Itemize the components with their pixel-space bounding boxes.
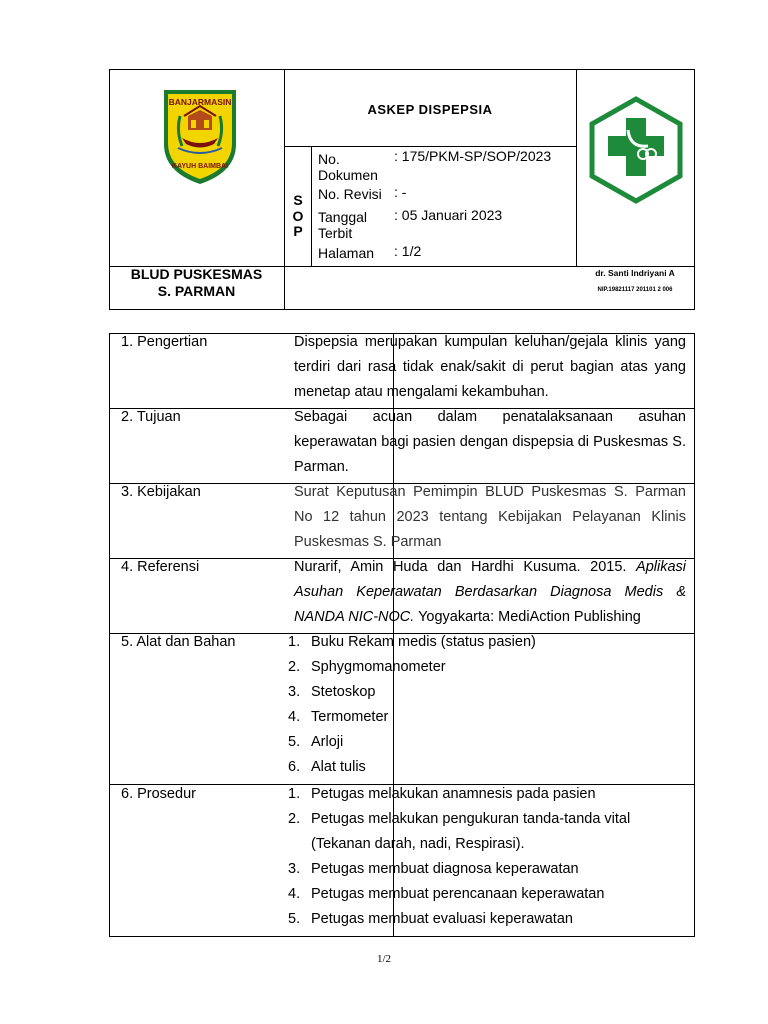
list-item: 3. Stetoskop <box>288 684 376 700</box>
section-label: 5. Alat dan Bahan <box>121 634 236 650</box>
document-title: ASKEP DISPEPSIA <box>367 102 493 117</box>
section-list <box>288 782 680 932</box>
section-text: Dispepsia merupakan kumpulan keluhan/gejala klinis yang terdiri dari rasa tidak enak/sakit di perut bagian atas yang menetap atau mengalami kekambuhan. <box>294 334 686 400</box>
section-row-referensi <box>109 558 695 634</box>
list-item: 2. Sphygmomanometer <box>288 659 446 675</box>
list-item: 1. Petugas melakukan anamnesis pada pasien <box>288 786 596 802</box>
list-item: 5. Petugas membuat evaluasi keperawatan <box>288 911 573 927</box>
list-item: 3. Petugas membuat diagnosa keperawatan <box>288 861 579 877</box>
sop-letter: O <box>292 207 304 224</box>
meta-label-revision: No. Revisi <box>318 186 382 202</box>
list-item: 4. Petugas membuat perencanaan keperawatan <box>288 886 605 902</box>
section-label: 6. Prosedur <box>121 786 196 802</box>
section-text: Surat Keputusan Pemimpin BLUD Puskesmas S. Parman No 12 tahun 2023 tentang Kebijakan Pelayanan Klinis Puskesmas S. Parman <box>294 484 686 550</box>
org-line-1: BLUD PUSKESMAS <box>130 266 263 282</box>
section-row-pengertian <box>109 333 695 409</box>
list-item: 2. Petugas melakukan pengukuran tanda-tanda vital (Tekanan darah, nadi, Respirasi). <box>288 811 631 852</box>
header-divider <box>576 69 577 266</box>
section-row-kebijakan <box>109 483 695 559</box>
meta-label-page: Halaman <box>318 245 375 261</box>
header-divider <box>284 146 576 147</box>
section-row-alat-bahan <box>109 633 695 785</box>
section-label: 4. Referensi <box>121 559 200 575</box>
list-item: 5. Arloji <box>288 734 344 750</box>
section-text <box>294 555 686 630</box>
puskesmas-logo <box>588 96 684 204</box>
meta-value-date: : 05 Januari 2023 <box>394 207 503 223</box>
meta-value-page: : 1/2 <box>394 243 422 259</box>
section-row-tujuan <box>109 408 695 484</box>
meta-label-date: Tanggal Terbit <box>318 209 368 241</box>
signer-nip: NIP.19821117 201101 2 006 <box>597 287 673 293</box>
banjarmasin-logo <box>160 86 240 186</box>
section-label: 2. Tujuan <box>121 409 181 425</box>
meta-value-doc-number: : 175/PKM-SP/SOP/2023 <box>394 148 552 164</box>
org-line-2: S. PARMAN <box>157 283 236 299</box>
header-divider <box>311 146 312 266</box>
sop-vertical-label <box>291 193 305 240</box>
list-item: 1. Buku Rekam medis (status pasien) <box>288 634 536 650</box>
list-item: 6. Alat tulis <box>288 759 366 775</box>
signer-name: dr. Santi Indriyani A <box>595 268 675 278</box>
section-list <box>288 630 680 780</box>
svg-text:KAYUH BAIMBAI: KAYUH BAIMBAI <box>171 163 229 170</box>
list-item: 4. Termometer <box>288 709 389 725</box>
meta-value-revision: : - <box>394 184 407 200</box>
meta-label-doc-number: No. Dokumen <box>318 151 378 183</box>
section-row-prosedur <box>109 784 695 937</box>
page-number: 1/2 <box>376 953 392 965</box>
organization-name <box>109 266 284 300</box>
sop-letter: P <box>293 223 303 239</box>
sop-letter: S <box>293 192 303 208</box>
section-label: 3. Kebijakan <box>121 484 201 500</box>
reference-authors: Nurarif, Amin Huda dan Hardhi Kusuma. 2015. <box>294 559 637 575</box>
section-label: 1. Pengertian <box>121 334 208 350</box>
reference-publisher: Yogyakarta: MediAction Publishing <box>414 609 641 625</box>
reference-book-title: Aplikasi Asuhan Keperawatan Berdasarkan Diagnosa Medis & NANDA NIC-NOC. <box>294 559 686 625</box>
svg-text:BANJARMASIN: BANJARMASIN <box>168 97 232 107</box>
section-text: Sebagai acuan dalam penatalaksanaan asuhan keperawatan bagi pasien dengan dispepsia di Puskesmas S. Parman. <box>294 409 686 475</box>
